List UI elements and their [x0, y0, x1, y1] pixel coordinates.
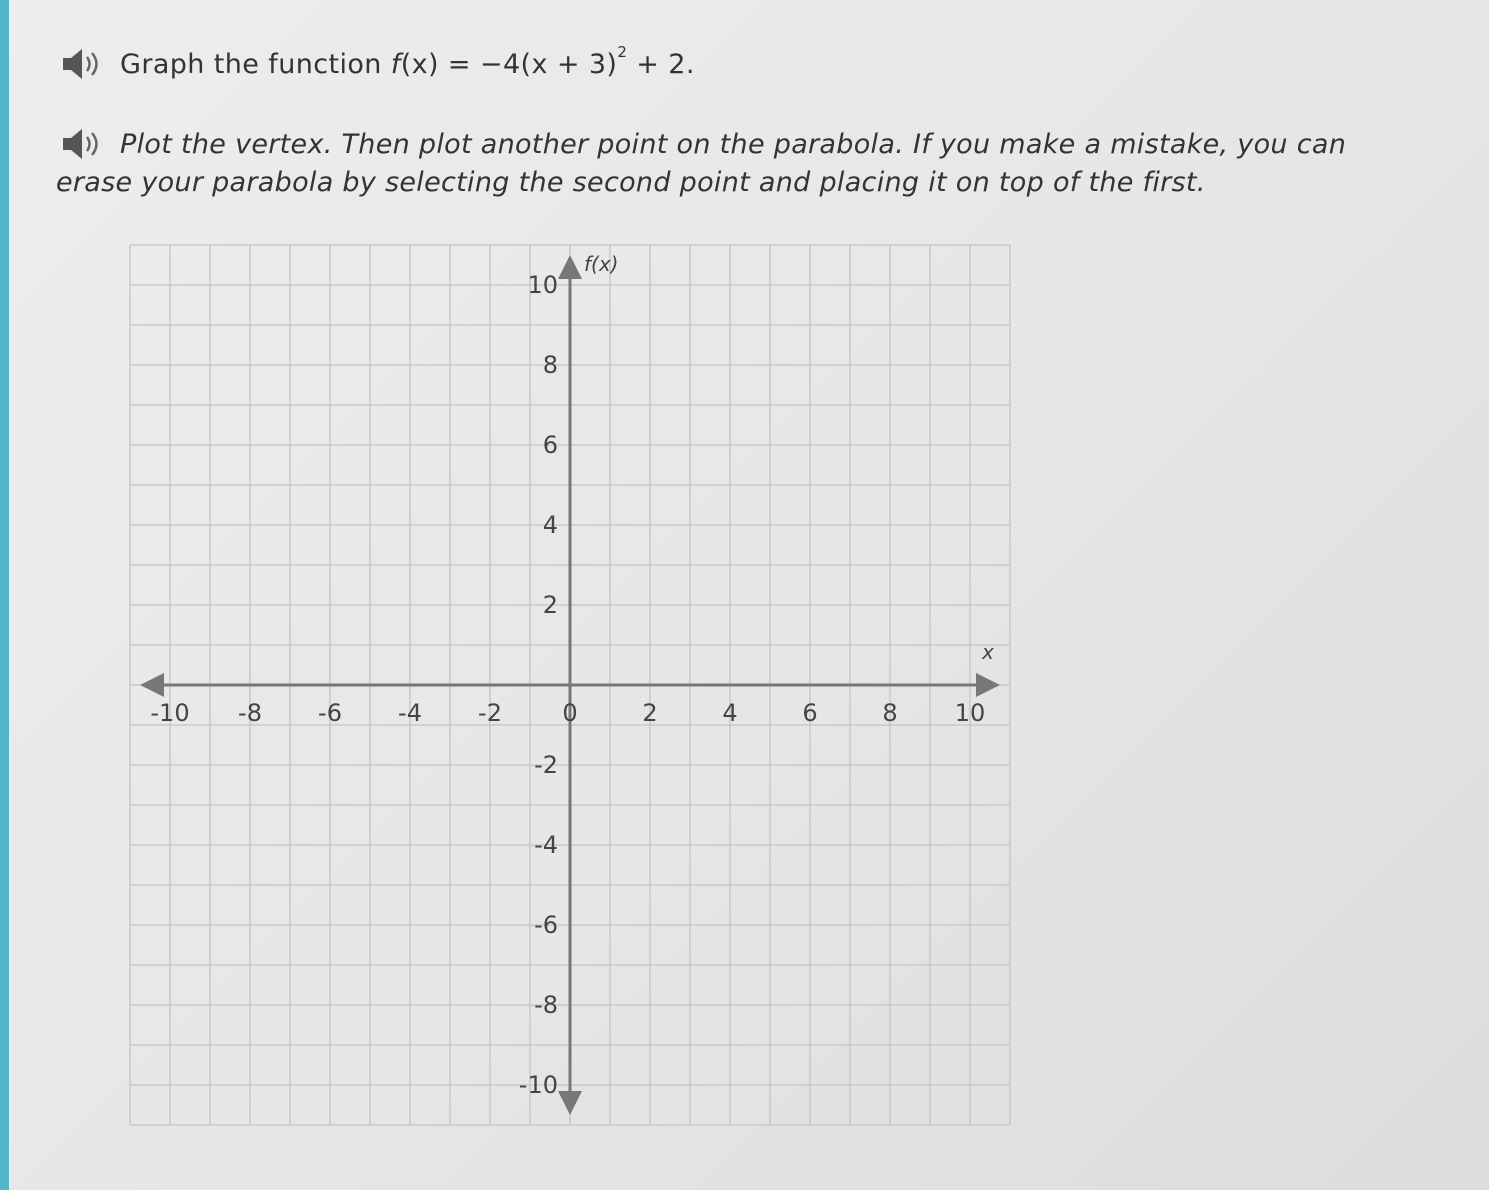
y-axis-arrow-up [558, 255, 582, 279]
x-tick-label: 10 [954, 699, 986, 727]
function-name: f [390, 48, 401, 80]
instructions-line [60, 124, 1346, 164]
speaker-icon[interactable] [60, 124, 104, 164]
instructions-line-1: Plot the vertex. Then plot another point on the parabola. If you make a mistake, you can [120, 128, 1347, 160]
question-line [60, 44, 695, 84]
x-tick-label: 2 [642, 699, 658, 727]
y-tick-label: 2 [542, 591, 558, 619]
function-body: = −4(x + 3) [438, 48, 618, 80]
function-tail: + 2. [627, 48, 695, 80]
y-tick-label: -2 [534, 751, 558, 779]
x-tick-label: 4 [722, 699, 738, 727]
y-tick-label: -4 [534, 831, 558, 859]
y-tick-label: 10 [527, 271, 558, 299]
function-exponent: 2 [617, 42, 628, 61]
y-tick-label: 4 [542, 511, 558, 539]
y-axis-arrow-down [558, 1091, 582, 1115]
x-axis-arrow-left [140, 673, 164, 697]
x-axis-arrow-right [976, 673, 1000, 697]
instructions-line-2: erase your parabola by selecting the second point and placing it on top of the first. [56, 167, 1206, 198]
x-axis-label: x [982, 640, 994, 664]
y-tick-label: -10 [518, 1071, 558, 1099]
y-tick-label: -6 [534, 911, 558, 939]
y-tick-label: 8 [542, 351, 558, 379]
x-tick-label: -2 [478, 699, 502, 727]
coordinate-grid[interactable] [110, 225, 1030, 1145]
x-tick-label: 6 [802, 699, 818, 727]
function-expression [390, 42, 695, 80]
y-tick-label: 6 [542, 431, 558, 459]
y-tick-label: -8 [534, 991, 558, 1019]
x-tick-label: -6 [318, 699, 342, 727]
left-accent-bar [0, 0, 9, 1190]
question-prompt [120, 42, 695, 80]
function-arg: (x) [400, 48, 439, 80]
x-tick-label: 0 [562, 699, 578, 727]
x-tick-label: -4 [398, 699, 422, 727]
x-tick-label: -8 [238, 699, 262, 727]
prompt-lead: Graph the function [120, 48, 382, 80]
y-axis-label: f(x) [584, 252, 619, 276]
x-tick-label: -10 [150, 699, 190, 727]
speaker-icon[interactable] [60, 44, 104, 84]
x-tick-label: 8 [882, 699, 898, 727]
